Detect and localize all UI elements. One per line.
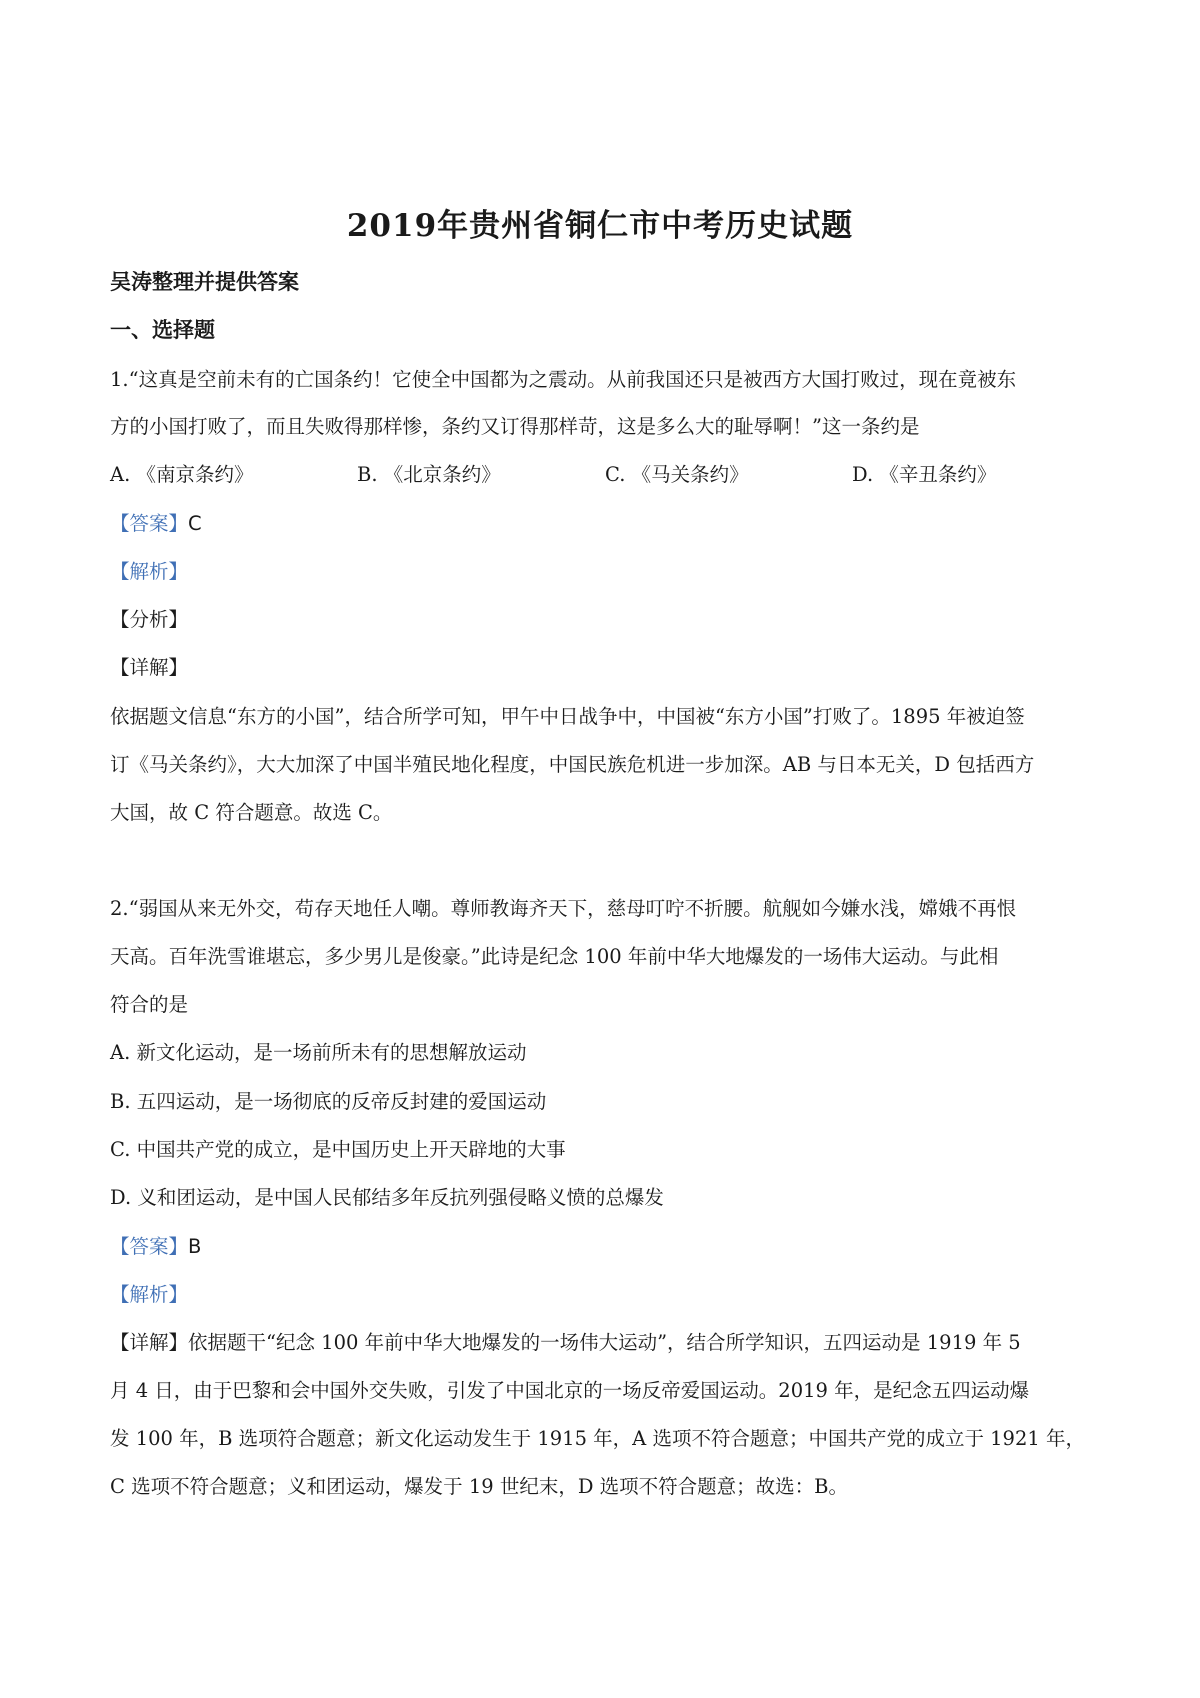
q1-analysis-tag: 【解析】 — [110, 560, 189, 583]
q2-answer — [110, 1232, 1100, 1262]
q1-detail-line2: 订《马关条约》，大大加深了中国半殖民地化程度，中国民族危机进一步加深。AB 与日本无关，D 包括西方 — [110, 753, 1035, 776]
q1-option-c: C. 《马关条约》 — [605, 463, 749, 486]
q2-answer-value: B — [188, 1235, 202, 1258]
q1-stem-line1: 1.“这真是空前未有的亡国条约！它使全中国都为之震动。从前我国还只是被西方大国打败过，现在竟被东 — [110, 368, 1017, 391]
q2-option-c: C. 中国共产党的成立，是中国历史上开天辟地的大事 — [110, 1138, 566, 1161]
q2-stem-line3: 符合的是 — [110, 993, 189, 1016]
q2-option-a: A. 新文化运动，是一场前所未有的思想解放运动 — [110, 1041, 527, 1064]
q1-xiangjie-tag: 【详解】 — [110, 656, 189, 679]
q1-option-b: B. 《北京条约》 — [357, 463, 501, 486]
q1-answer — [110, 509, 1100, 539]
q2-answer-tag: 【答案】 — [110, 1235, 189, 1258]
q2-stem-line1: 2.“弱国从来无外交，苟存天地任人嘲。尊师教诲齐天下，慈母叮咛不折腰。航舰如今嫌水浅，嫦娥不再恨 — [110, 897, 1017, 920]
q1-option-d: D. 《辛丑条约》 — [852, 463, 997, 486]
q1-detail-line1: 依据题文信息“东方的小国”，结合所学可知，甲午中日战争中，中国被“东方小国”打败了。1895 年被迫签 — [110, 705, 1025, 728]
q1-option-a: A. 《南京条约》 — [110, 463, 254, 486]
q2-detail-line2: 月 4 日，由于巴黎和会中国外交失败，引发了中国北京的一场反帝爱国运动。2019 年，是纪念五四运动爆 — [110, 1379, 1030, 1402]
q2-detail-line1: 【详解】依据题干“纪念 100 年前中华大地爆发的一场伟大运动”，结合所学知识，五四运动是 1919 年 5 — [110, 1331, 1021, 1354]
q1-detail-line3: 大国，故 C 符合题意。故选 C。 — [110, 801, 393, 824]
q1-answer-tag: 【答案】 — [110, 512, 189, 535]
q2-stem-line2: 天高。百年洗雪谁堪忘，多少男儿是俊豪。”此诗是纪念 100 年前中华大地爆发的一场伟大运动。与此相 — [110, 945, 999, 968]
q1-fenxi-tag: 【分析】 — [110, 608, 189, 631]
q2-option-d: D. 义和团运动，是中国人民郁结多年反抗列强侵略义愤的总爆发 — [110, 1186, 664, 1209]
q2-analysis-tag: 【解析】 — [110, 1283, 189, 1306]
q2-detail-line3: 发 100 年，B 选项符合题意；新文化运动发生于 1915 年，A 选项不符合题意；中国共产党的成立于 1921 年， — [110, 1427, 1085, 1450]
q2-detail-line4: C 选项不符合题意；义和团运动，爆发于 19 世纪末，D 选项不符合题意；故选：B。 — [110, 1475, 848, 1498]
page-title: 2019年贵州省铜仁市中考历史试题 — [346, 208, 854, 244]
q1-stem-line2: 方的小国打败了，而且失败得那样惨，条约又订得那样苛，这是多么大的耻辱啊！”这一条约是 — [110, 415, 920, 438]
subtitle: 吴涛整理并提供答案 — [110, 269, 299, 294]
section-heading: 一、选择题 — [110, 317, 215, 342]
q1-answer-value: C — [188, 512, 202, 535]
q2-option-b: B. 五四运动，是一场彻底的反帝反封建的爱国运动 — [110, 1090, 547, 1113]
